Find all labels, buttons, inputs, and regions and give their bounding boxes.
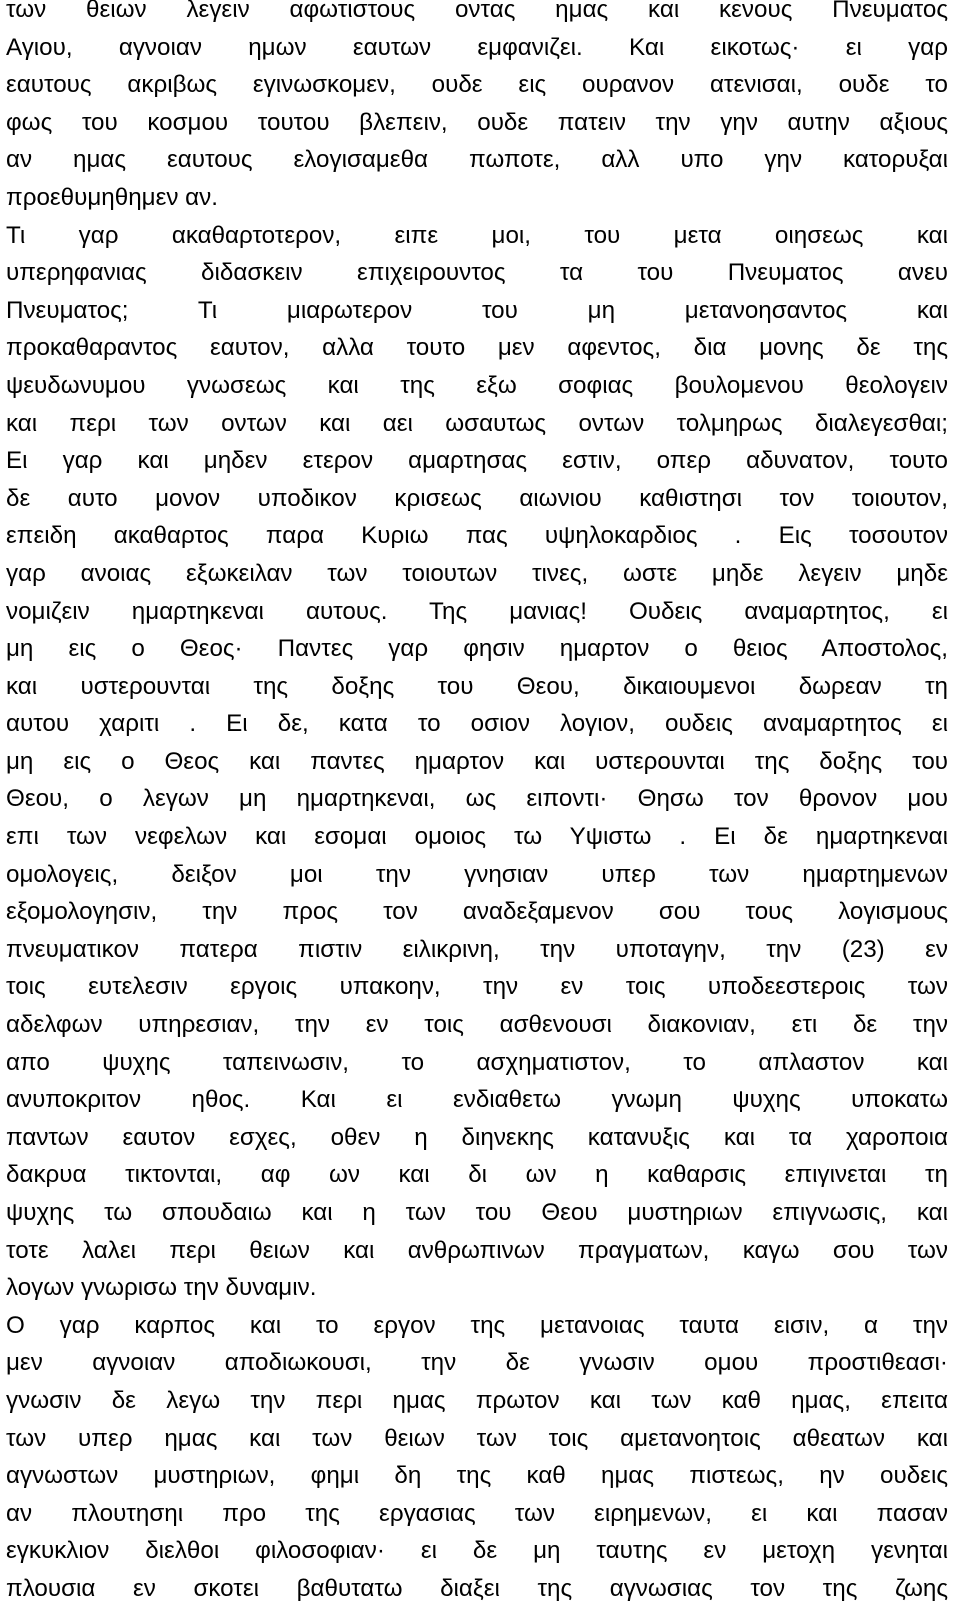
- text-line: Θεου, ο λεγων μη ημαρτηκεναι, ως ειποντι· Θησω τον θρονον μου: [6, 785, 948, 813]
- text-line: των υπερ ημας και των θειων των τοις αμετανοητοις αθεατων και: [6, 1424, 948, 1452]
- text-line: πλουσια εν σκοτει βαθυτατω διαξει της αγνωσιας τον της ζωης: [6, 1574, 948, 1602]
- text-line: Ει γαρ και μηδεν ετερον αμαρτησας εστιν, οπερ αδυνατον, τουτο: [6, 447, 948, 475]
- text-line: γαρ ανοιας εξωκειλαν των τοιουτων τινες, ωστε μηδε λεγειν μηδε: [6, 559, 948, 587]
- document-page: [6, 0, 948, 1608]
- text-line: αγνωστων μυστηριων, φημι δη της καθ ημας πιστεως, ην ουδεις: [6, 1462, 948, 1490]
- text-line: απο ψυχης ταπεινωσιν, το ασχηματιστον, το απλαστον και: [6, 1048, 948, 1076]
- text-line: ψυχης τω σπουδαιω και η των του Θεου μυστηριων επιγνωσις, και: [6, 1199, 948, 1226]
- text-line: μη εις ο Θεος· Παντες γαρ φησιν ημαρτον ο θειος Αποστολος,: [6, 635, 948, 663]
- text-line: δακρυα τικτονται, αφ ων και δι ων η καθαρσις επιγινεται τη: [6, 1161, 948, 1189]
- text-line: φως του κοσμου τουτου βλεπειν, ουδε πατειν την γην αυτην αξιους: [6, 108, 948, 136]
- text-line: προκαθαραντος εαυτον, αλλα τουτο μεν αφεντος, δια μονης δε της: [6, 334, 948, 362]
- text-line: Τι γαρ ακαθαρτοτερον, ειπε μοι, του μετα οιησεως και: [6, 221, 948, 249]
- text-line: Ο γαρ καρπος και το εργον της μετανοιας ταυτα εισιν, α την: [6, 1311, 948, 1339]
- text-line: εξομολογησιν, την προς τον αναδεξαμενον σου τους λογισμους: [6, 898, 948, 926]
- text-line: ανυποκριτον ηθος. Και ει ενδιαθετω γνωμη ψυχης υποκατω: [6, 1086, 948, 1114]
- text-line: τοις ευτελεσιν εργοις υπακοην, την εν τοις υποδεεστεροις των: [6, 973, 948, 1001]
- text-line: υπερηφανιας διδασκειν επιχειρουντος τα του Πνευματος ανευ: [6, 259, 948, 287]
- text-line: αν πλουτησηι προ της εργασιας των ειρημενων, ει και πασαν: [6, 1499, 948, 1527]
- text-line: εαυτους ακριβως εγινωσκομεν, ουδε εις ουρανον ατενισαι, ουδε το: [6, 71, 948, 99]
- text-line: και περι των οντων και αει ωσαυτως οντων τολμηρως διαλεγεσθαι;: [6, 409, 948, 437]
- text-line: επι των νεφελων και εσομαι ομοιος τω Υψιστω . Ει δε ημαρτηκεναι: [6, 823, 948, 851]
- text-line: αυτου χαριτι . Ει δε, κατα το οσιον λογιον, ουδεις αναμαρτητος ει: [6, 710, 948, 738]
- text-line: εγκυκλιον διελθοι φιλοσοφιαν· ει δε μη ταυτης εν μετοχη γενηται: [6, 1537, 948, 1565]
- text-line: γνωσιν δε λεγω την περι ημας πρωτον και των καθ ημας, επειτα: [6, 1386, 948, 1414]
- text-line: ομολογεις, δειξον μοι την γνησιαν υπερ των ημαρτημενων: [6, 860, 948, 888]
- text-line: και υστερουνται της δοξης του Θεου, δικαιουμενοι δωρεαν τη: [6, 672, 948, 700]
- text-line: Πνευματος; Τι μιαρωτερον του μη μετανοησαντος και: [6, 296, 948, 324]
- text-line: Αγιου, αγνοιαν ημων εαυτων εμφανιζει. Και εικοτως· ει γαρ: [6, 33, 948, 61]
- text-line: μεν αγνοιαν αποδιωκουσι, την δε γνωσιν ομου προστιθεασι·: [6, 1349, 948, 1377]
- text-line: παντων εαυτον εσχες, οθεν η διηνεκης κατανυξις και τα χαροποια: [6, 1123, 948, 1151]
- text-line: ψευδωνυμου γνωσεως και της εξω σοφιας βουλομενου θεολογειν: [6, 371, 948, 399]
- text-line: των θειων λεγειν αφωτιστους οντας ημας και κενους Πνευματος: [6, 0, 948, 23]
- text-line: επειδη ακαθαρτος παρα Κυριω πας υψηλοκαρδιος . Εις τοσουτον: [6, 522, 948, 550]
- text-line: πνευματικον πατερα πιστιν ειλικρινη, την υποταγην, την (23) εν: [6, 935, 948, 963]
- text-line: αδελφων υπηρεσιαν, την εν τοις ασθενουσι διακονιαν, ετι δε την: [6, 1011, 948, 1039]
- text-line: προεθυμηθημεν αν.: [6, 183, 218, 211]
- text-line: δε αυτο μονον υποδικον κρισεως αιωνιου καθιστησι τον τοιουτον,: [6, 484, 948, 512]
- text-line: αν ημας εαυτους ελογισαμεθα πωποτε, αλλ υπο γην κατορυξαι: [6, 146, 948, 174]
- text-line: λογων γνωρισω την δυναμιν.: [6, 1274, 317, 1302]
- text-line: νομιζειν ημαρτηκεναι αυτους. Της μανιας! Ουδεις αναμαρτητος, ει: [6, 597, 948, 625]
- text-line: μη εις ο Θεος και παντες ημαρτον και υστερουνται της δοξης του: [6, 747, 948, 775]
- text-line: τοτε λαλει περι θειων και ανθρωπινων πραγματων, καγω σου των: [6, 1236, 948, 1264]
